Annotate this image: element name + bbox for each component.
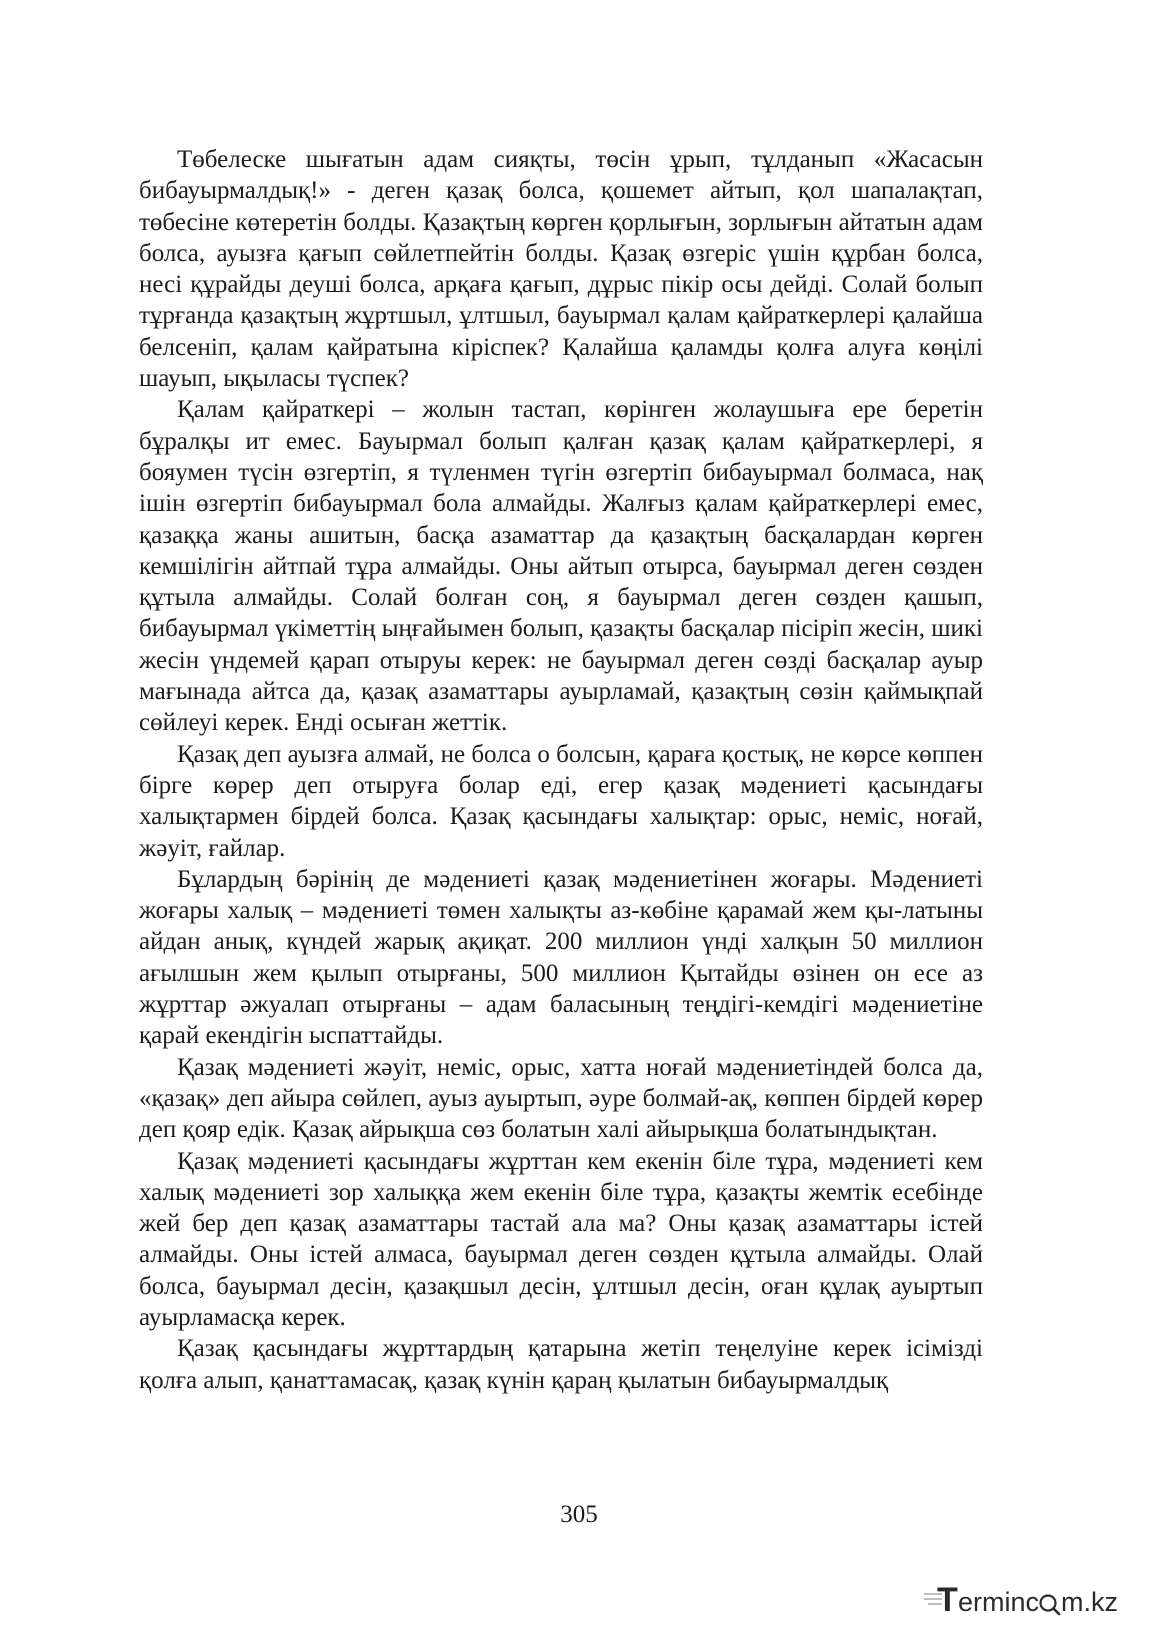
paragraph: Төбелеске шығатын адам сияқты, төсін ұрып, тұлданып «Жасасын бибауырмалдық!» - деген қазақ болса, қошемет айтып, қол шапалақтап, төбесіне көтеретін болды. Қазақтың көрген қорлығын, зорлығын айтатын адам болса, ауызға қағып сөйлетпейтін болды. Қазақ өзгеріс үшін құрбан болса, несі құрайды деуші болса, арқаға қағып, дұрыс пікір осы дейді. Солай болып тұрғанда қазақтың жұртшыл, ұлтшыл, бауырмал қалам қайраткерлері қалайша белсеніп, қалам қайратына кіріспек? Қалайша қаламды қолға алуға көңілі шауып, ықыласы түспек? — [139, 146, 983, 393]
paragraph: Бұлардың бәрінің де мәдениеті қазақ мәдениетінен жоғары. Мәдениеті жоғары халық – мәдениеті төмен халықты аз-көбіне қарамай жем қы-латыны айдан анық, күндей жарық ақиқат. 200 миллион үнді халқын 50 миллион ағылшын жем қылып отырғаны, 500 миллион Қытайды өзінен он есе аз жұрттар әжуалап отырғаны – адам баласының теңдігі-кемдігі мәдениетіне қарай екендігін ыспаттайды. — [139, 865, 983, 1050]
magnifier-icon — [1041, 1596, 1060, 1615]
paragraph: Қалам қайраткері – жолын тастап, көрінген жолаушыға ере беретін бұралқы ит емес. Бауырмал болып қалған қазақ қалам қайраткерлері, я бояумен түсін өзгертіп, я түленмен түгін өзгертіп бибауырмал болмаса, нақ ішін өзгертіп бибауырмал бола алмайды. Жалғыз қалам қайраткерлері емес, қазаққа жаны ашитын, басқа азаматтар да қазақтың басқалардан көрген кемшілігін айтпай тұра алмайды. Оны айтып отырса, бауырмал деген сөзден құтыла алмайды. Солай болған соң, я бауырмал деген сөзден қашып, бибауырмал үкіметтің ыңғайымен болып, қазақты басқалар пісіріп жесін, шикі жесін үндемей қарап отыруы керек: не бауырмал деген сөзді басқалар ауыр мағынада айтса да, қазақ азаматтары ауырламай, қазақтың сөзін қаймықпай сөйлеуі керек. Енді осыған жеттік. — [139, 396, 983, 737]
paragraph: Қазақ деп ауызға алмай, не болса о болсын, қараға қостық, не көрсе көппен бірге көрер деп отыруға болар еді, егер қазақ мәдениеті қасындағы халықтармен бірдей болса. Қазақ қасындағы халықтар: орыс, неміс, ноғай, жәуіт, ғайлар. — [139, 740, 983, 862]
logo-text-main: erminc — [958, 1587, 1040, 1617]
termincom-logo — [922, 1577, 1132, 1625]
page-body — [139, 144, 983, 1396]
logo-letter-t: T — [937, 1581, 958, 1619]
logo-text-domain: m.kz — [1061, 1587, 1118, 1617]
paragraph: Қазақ мәдениеті жәуіт, неміс, орыс, хатта ноғай мәдениетіндей болса да, «қазақ» деп айыра сөйлеп, ауыз ауыртып, әуре болмай-ақ, көппен бірдей көрер деп қояр едік. Қазақ айрықша сөз болатын халі айырықша болатындықтан. — [139, 1053, 983, 1144]
paragraph: Қазақ қасындағы жұрттардың қатарына жетіп теңелуіне керек ісімізді қолға алып, қанаттамасақ, қазақ күнін қараң қылатын бибауырмалдық — [139, 1335, 983, 1394]
page-number: 305 — [560, 1501, 598, 1528]
paragraph: Қазақ мәдениеті қасындағы жұрттан кем екенін біле тұра, мәдениеті кем халық мәдениеті зор халыққа жем екенін біле тұра, қазақты жемтік есебінде жей бер деп қазақ азаматтары тастай ала ма? Оны қазақ азаматтары істей алмайды. Оны істей алмаса, бауырмал деген сөзден құтыла алмайды. Олай болса, бауырмал десін, қазақшыл десін, ұлтшыл десін, оған құлақ ауыртып ауырламасқа керек. — [139, 1147, 983, 1331]
